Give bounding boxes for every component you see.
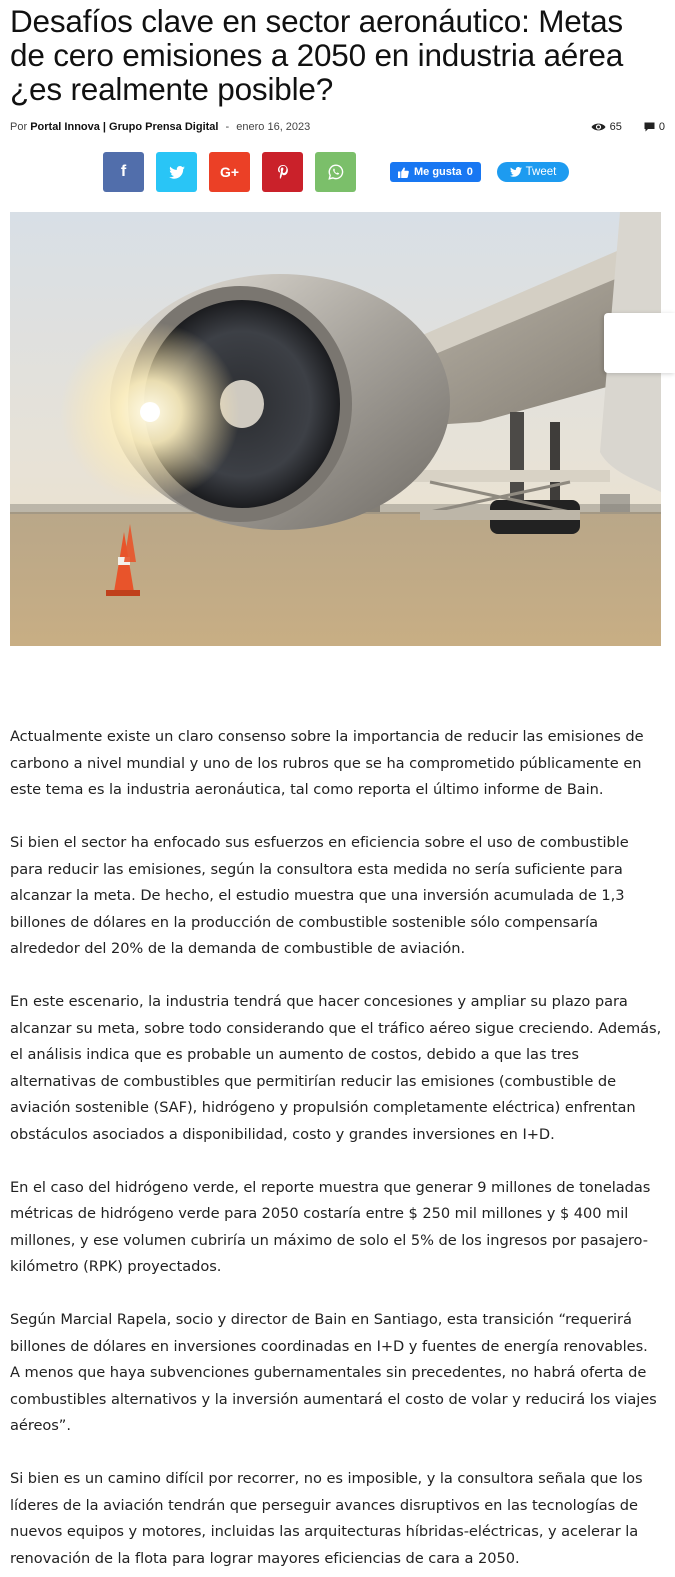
twitter-share-button[interactable] xyxy=(156,152,197,192)
thumbs-up-icon xyxy=(398,167,409,178)
pinterest-share-button[interactable] xyxy=(262,152,303,192)
googleplus-share-button[interactable] xyxy=(209,152,250,192)
facebook-share-button[interactable] xyxy=(103,152,144,192)
facebook-like-button[interactable] xyxy=(390,162,481,182)
like-label: Me gusta xyxy=(414,166,462,178)
featured-image xyxy=(10,212,661,646)
paragraph: Actualmente existe un claro consenso sobre la importancia de reducir las emisiones de carbono a nivel mundial y uno de los rubros que se ha comprometido públicamente en este tema es la industria aeronáutica, tal como reporta el último informe de Bain. xyxy=(10,728,644,798)
views-count: 65 xyxy=(609,121,622,133)
twitter-bird-icon xyxy=(510,167,522,177)
facebook-icon: f xyxy=(120,163,127,180)
whatsapp-icon xyxy=(328,164,344,180)
pinterest-icon xyxy=(278,165,288,179)
eye-icon xyxy=(591,122,606,132)
twitter-icon xyxy=(169,166,185,179)
comments-count: 0 xyxy=(658,121,665,133)
comment-icon xyxy=(644,122,655,132)
googleplus-icon: G+ xyxy=(219,164,240,180)
paragraph: Si bien el sector ha enfocado sus esfuerzos en eficiencia sobre el uso de combustible para reducir las emisiones, según la consultora esta medida no sería suficiente para alcanzar la meta. De hecho, el estudio muestra que una inversión acumulada de 1,3 billones de dólares en la producción de combustible sostenible sólo compensaría alrededor del 20% de la demanda de combustible de aviación. xyxy=(10,834,629,957)
paragraph: Si bien es un camino difícil por recorrer, no es imposible, y la consultora señala que los líderes de la aviación tendrán que perseguir avances disruptivos en las tecnologías de nuevos equipos y motores, incluidas las arquitecturas híbridas-eléctricas, y acelerar la renovación de la flota para lograr mayores eficiencias de cara a 2050. xyxy=(10,1470,643,1567)
by-label: Por xyxy=(10,121,28,133)
article-title: Desafíos clave en sector aeronáutico: Metas de cero emisiones a 2050 en industria aérea ¿es realmente posible? xyxy=(10,3,624,107)
tweet-label: Tweet xyxy=(525,166,557,178)
airplane-engine-illustration xyxy=(10,212,661,646)
author-link[interactable]: Portal Innova | Grupo Prensa Digital xyxy=(30,121,219,133)
article-body xyxy=(10,724,662,1577)
article-stats xyxy=(591,121,665,133)
share-buttons xyxy=(103,152,356,192)
publish-date: enero 16, 2023 xyxy=(236,121,311,133)
whatsapp-share-button[interactable] xyxy=(315,152,356,192)
floating-side-panel[interactable] xyxy=(604,313,675,373)
article-meta xyxy=(10,121,665,135)
like-count: 0 xyxy=(466,166,473,178)
tweet-button[interactable] xyxy=(497,162,569,182)
paragraph: Según Marcial Rapela, socio y director de Bain en Santiago, esta transición “requerirá billones de dólares en inversiones coordinadas en I+D y fuentes de energía renovables. A menos que haya subvenciones gubernamentales sin precedentes, no habrá oferta de combustibles alternativos y la inversión aumentará el costo de volar y reducirá los viajes aéreos”. xyxy=(10,1311,657,1434)
paragraph: En el caso del hidrógeno verde, el reporte muestra que generar 9 millones de toneladas métricas de hidrógeno verde para 2050 costaría entre $ 250 mil millones y $ 400 mil millones, y ese volumen cubriría un máximo de solo el 5% de los ingresos por pasajero-kilómetro (RPK) proyectados. xyxy=(10,1178,651,1275)
meta-separator: - xyxy=(225,121,230,133)
paragraph: En este escenario, la industria tendrá que hacer concesiones y ampliar su plazo para alcanzar su meta, sobre todo considerando que el tráfico aéreo sigue creciendo. Además, el análisis indica que es probable un aumento de costos, debido a que las tres alternativas de combustibles que permitirían reducir las emisiones (combustible de aviación sostenible (SAF), hidrógeno y propulsión completamente eléctrica) enfrentan obstáculos asociados a disponibilidad, costo y grandes inversiones en I+D. xyxy=(10,993,662,1143)
views-stat xyxy=(591,121,622,133)
comments-stat[interactable] xyxy=(644,121,665,133)
